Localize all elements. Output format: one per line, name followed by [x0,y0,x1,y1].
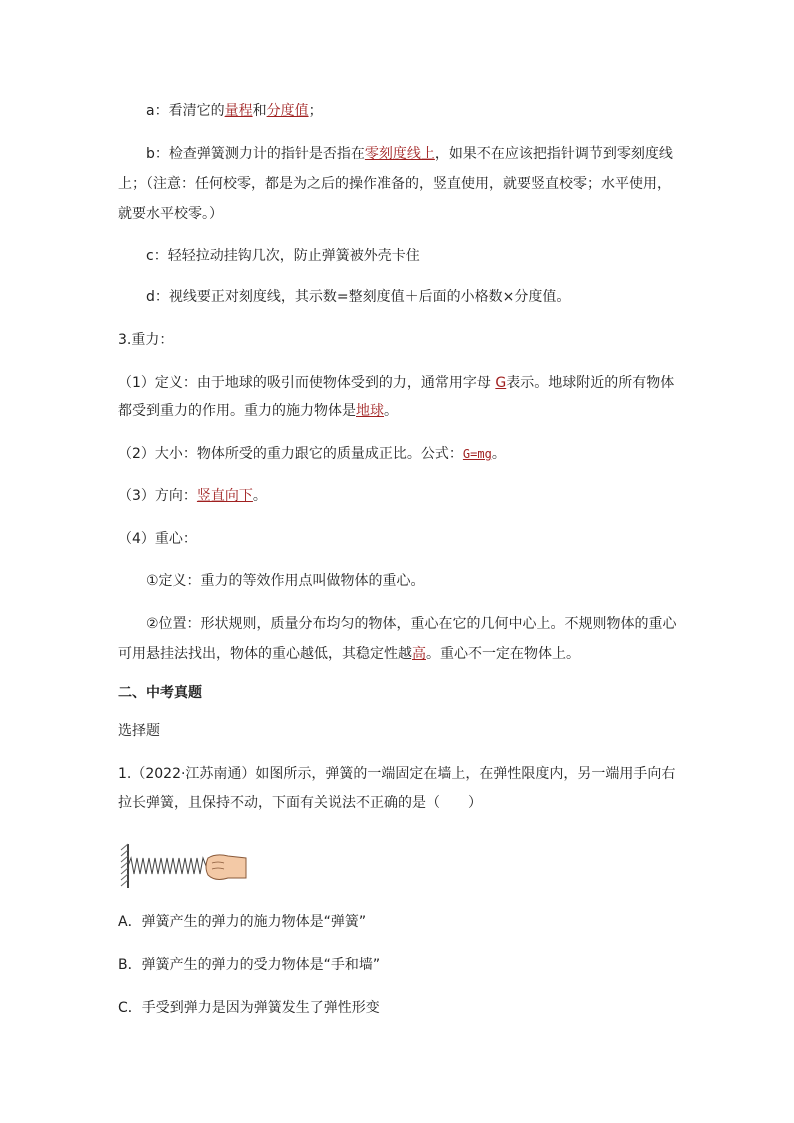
high-term: 高 [412,646,426,662]
gravity-size [118,444,506,464]
size-end: 。 [491,446,506,462]
gravity-direction [118,486,267,506]
question-1-line2: 拉长弹簧，且保持不动，下面有关说法不正确的是（ ） [118,795,482,811]
letter-g: G [495,375,507,391]
choice-heading: 选择题 [118,723,160,739]
item-d: d：视线要正对刻度线，其示数=整刻度值＋后面的小格数×分度值。 [146,289,571,305]
formula: G=mg [462,447,492,461]
gravity-heading: 3.重力： [118,332,174,348]
item-b-text-cont: ，如果不在应该把指针调节到零刻度线 [434,146,673,162]
option-b: B．弹簧产生的弹力的受力物体是“手和墙” [118,957,381,973]
center-heading: （4）重心： [118,531,197,547]
earth-term: 地球 [356,403,384,419]
item-b-line2: 上；（注意：任何校零，都是为之后的操作准备的，竖直使用，就要竖直校零；水平使用， [118,176,671,192]
question-1-line1: 1.（2022·江苏南通）如图所示，弹簧的一端固定在墙上，在弹性限度内，另一端用手向右 [118,766,676,782]
gravity-def-line1 [118,373,674,393]
def-text: （1）定义：由于地球的吸引而使物体受到的力，通常用字母 [118,375,496,391]
option-a: A．弹簧产生的弹力的施力物体是“弹簧” [118,914,367,930]
direction-end: 。 [252,488,267,504]
spring-wall-hand-figure [120,842,248,890]
gravity-def-line2 [118,401,398,421]
item-c: c：轻轻拉动挂钩几次，防止弹簧被外壳卡住 [146,248,420,264]
size-text: （2）大小：物体所受的重力跟它的质量成正比。公式： [118,446,463,462]
item-b-line1 [146,144,673,164]
vertical-down-term: 竖直向下 [196,488,253,504]
zero-line-term: 零刻度线上 [364,146,435,162]
item-a [146,101,323,121]
wall-icon [121,844,128,888]
item-a-end: ； [308,103,323,119]
pos-line2-text: 可用悬挂法找出，物体的重心越低，其稳定性越 [118,646,412,662]
def-line2-text: 都受到重力的作用。重力的施力物体是 [118,403,356,419]
center-pos-line1: ②位置：形状规则，质量分布均匀的物体，重心在它的几何中心上。不规则物体的重心 [146,616,677,632]
item-a-text: a：看清它的 [146,103,225,119]
direction-text: （3）方向： [118,488,197,504]
item-b-line3: 就要水平校零。） [118,206,223,222]
center-pos-line2 [118,644,580,664]
hand-icon [206,855,246,880]
option-c: C．手受到弹力是因为弹簧发生了弹性形变 [118,1000,380,1016]
section-heading: 二、中考真题 [118,685,202,701]
item-a-mid: 和 [252,103,267,119]
range-term: 量程 [224,103,253,119]
item-b-text: b：检查弹簧测力计的指针是否指在 [146,146,365,162]
center-def: ①定义：重力的等效作用点叫做物体的重心。 [146,573,425,589]
spring-icon [128,858,210,874]
pos-line2-end: 。重心不一定在物体上。 [426,646,580,662]
def-line2-end: 。 [384,403,398,419]
division-term: 分度值 [266,103,309,119]
def-text-cont: 表示。地球附近的所有物体 [506,375,675,391]
